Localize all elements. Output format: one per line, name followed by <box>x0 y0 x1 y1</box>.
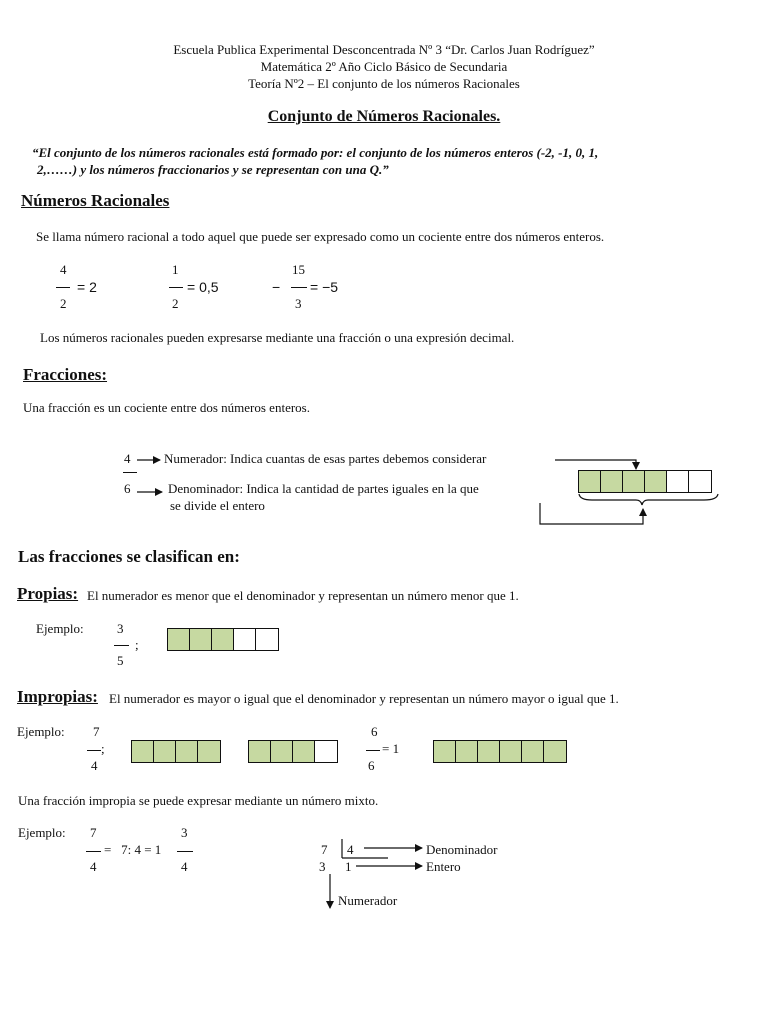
racionales-definition: Se llama número racional a todo aquel que puede ser expresado como un cociente entre dos números enteros. <box>36 229 605 244</box>
fracciones-definition: Una fracción es un cociente entre dos números enteros. <box>23 400 310 415</box>
mixto-text: Una fracción impropia se puede expresar mediante un número mixto. <box>18 793 379 808</box>
division-dividend: 7 <box>321 842 328 857</box>
division-label-denominador: Denominador <box>426 842 498 857</box>
example-3-result: = −5 <box>310 279 339 295</box>
example-2-denominator: 2 <box>172 296 179 311</box>
impropias-ex2-denominator: 6 <box>368 758 375 773</box>
mixto-numerator: 7 <box>90 825 97 840</box>
clasificacion-heading: Las fracciones se clasifican en: <box>18 547 240 566</box>
school-name: Escuela Publica Experimental Desconcentrada Nº 3 “Dr. Carlos Juan Rodríguez” <box>173 42 595 57</box>
fraccion-denominator: 6 <box>124 481 131 496</box>
impropias-ex1-denominator: 4 <box>91 758 98 773</box>
division-label-numerador: Numerador <box>338 893 398 908</box>
division-divisor: 4 <box>347 842 354 857</box>
impropias-ex2-numerator: 6 <box>371 724 378 739</box>
propias-numerator: 3 <box>117 621 124 636</box>
impropias-ex1-numerator: 7 <box>93 724 100 739</box>
denominador-label: Denominador: Indica la cantidad de partes iguales en la que <box>168 481 479 496</box>
section-racionales-heading: Números Racionales <box>21 191 170 210</box>
example-1-denominator: 2 <box>60 296 67 311</box>
impropias-ejemplo-label: Ejemplo: <box>17 724 65 739</box>
arrow-to-filled-parts <box>555 460 636 469</box>
mixto-denominator: 4 <box>90 859 97 874</box>
example-2-numerator: 1 <box>172 262 179 277</box>
propias-ejemplo-label: Ejemplo: <box>36 621 84 636</box>
mixto-equation: = 7: 4 = 1 <box>104 842 162 857</box>
impropias-ex2-result: = 1 <box>382 741 400 756</box>
fraccion-numerator: 4 <box>124 451 131 466</box>
example-1-numerator: 4 <box>60 262 67 277</box>
diagram-brace <box>579 494 718 505</box>
page-title: Conjunto de Números Racionales. <box>267 108 501 125</box>
impropias-desc: El numerador es mayor o igual que el denominador y representan un número mayor o igual que 1. <box>109 691 619 706</box>
mixto-mixed-denominator: 4 <box>181 859 188 874</box>
impropias-term: Impropias: <box>17 687 98 706</box>
numerador-label: Numerador: Indica cuantas de esas partes debemos considerar <box>164 451 487 466</box>
arrow-to-brace <box>540 503 643 524</box>
course-name: Matemática 2º Año Ciclo Básico de Secundaria <box>260 59 508 74</box>
denominador-label-cont: se divide el entero <box>170 498 265 513</box>
mixto-mixed-numerator: 3 <box>181 825 188 840</box>
division-label-entero: Entero <box>426 859 461 874</box>
topic-name: Teoría Nº2 – El conjunto de los números Racionales <box>248 76 520 91</box>
example-1-result: = 2 <box>77 279 97 295</box>
example-3-denominator: 3 <box>295 296 302 311</box>
section-fracciones-heading: Fracciones: <box>23 365 108 384</box>
propias-denominator: 5 <box>117 653 124 668</box>
division-quotient: 1 <box>345 859 352 874</box>
propias-desc: El numerador es menor que el denominador y representan un número menor que 1. <box>87 588 519 603</box>
example-3-sign: − <box>272 279 281 295</box>
example-2-result: = 0,5 <box>187 279 219 295</box>
racionales-note: Los números racionales pueden expresarse mediante una fracción o una expresión decimal. <box>40 330 515 345</box>
propias-term: Propias: <box>17 584 79 603</box>
division-remainder: 3 <box>319 859 326 874</box>
quote-line-1: “El conjunto de los números racionales está formado por: el conjunto de los números enteros (-2, -1, 0, 1, <box>32 145 599 160</box>
quote-line-2: 2,……) y los números fraccionarios y se representan con una Q.” <box>37 162 389 177</box>
propias-separator: ; <box>135 637 139 652</box>
impropias-ex1-separator: ; <box>101 741 105 756</box>
example-3-numerator: 15 <box>292 262 305 277</box>
mixto-ejemplo-label: Ejemplo: <box>18 825 66 840</box>
